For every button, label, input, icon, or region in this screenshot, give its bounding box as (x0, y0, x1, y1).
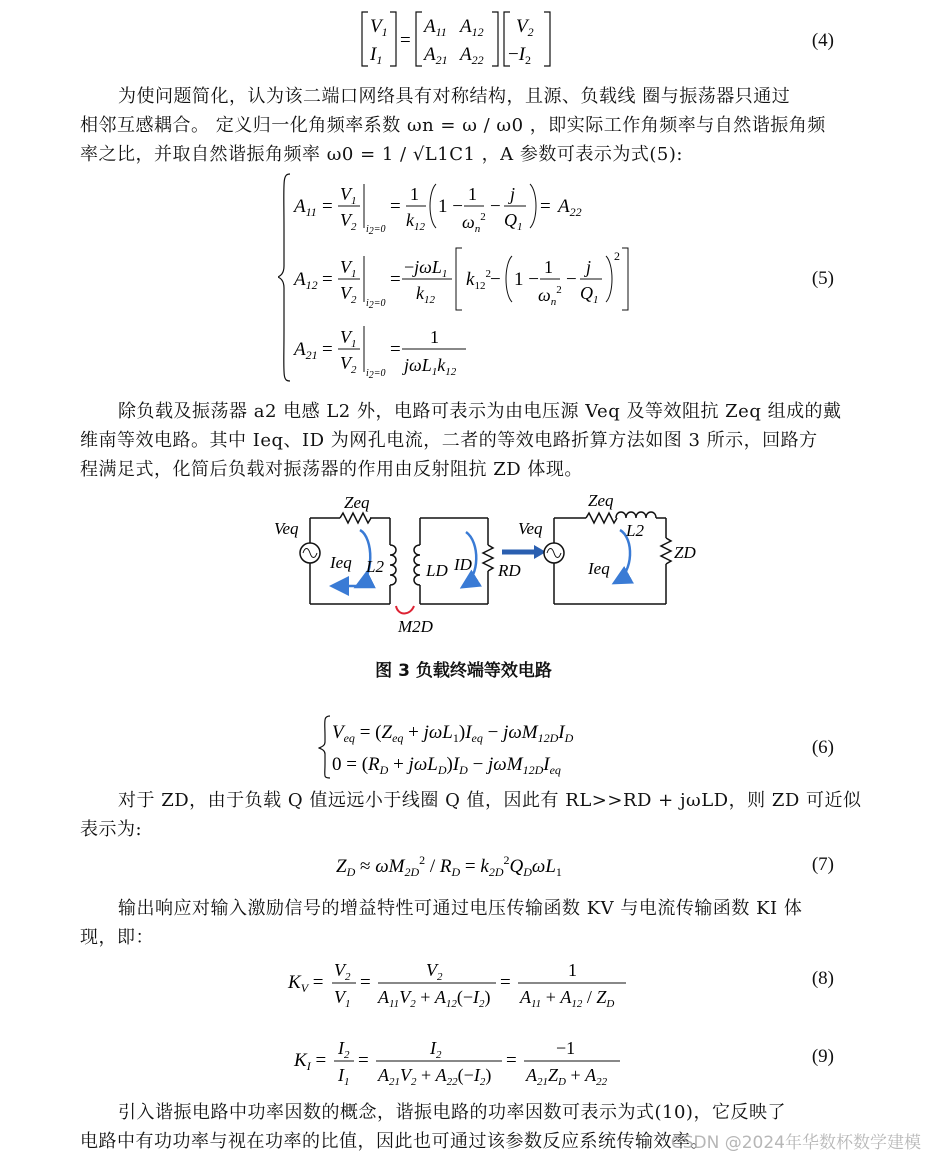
circuit-figure (270, 490, 710, 640)
svg-text:=: = (390, 339, 401, 360)
equation-number-8: (8) (811, 968, 834, 989)
watermark: CSDN @2024年华数杯数学建模 (670, 1133, 921, 1153)
label-l2-right: L2 (626, 521, 644, 540)
svg-text:A21: $A_{21}$ (294, 339, 318, 362)
svg-text:Veq = (Zeq + jωL1)Ieq − jωM12D: $V_{eq} = (Z_{eq} + j\omega L_1)I_{eq} - j\omega M_{12D}I_D$ (332, 722, 574, 745)
svg-text:V2: $V_2$ (334, 960, 351, 983)
svg-text:−: − (490, 269, 501, 290)
svg-text:V1: $V_1$ (334, 987, 351, 1010)
label-ieq-right: Ieq (588, 559, 610, 578)
paragraph-5-line-2: 电路中有功功率与视在功率的比值，因此也可通过该参数反应系统传输效率。 (80, 1131, 709, 1152)
paragraph-3-line-1: 对于 ZD，由于负载 Q 值远远小于线圈 Q 值，因此有 RL>>RD + jωLD，则 ZD 可近似 (118, 790, 862, 811)
svg-text:=: = (400, 30, 411, 51)
svg-text:V1: $V_1$ (340, 257, 357, 280)
svg-text:=: = (390, 269, 401, 290)
svg-text:=: = (540, 196, 551, 217)
svg-text:V2: $V_2$ (340, 353, 357, 376)
svg-text:1: 1 (544, 257, 553, 277)
label-l2-left: L2 (366, 557, 384, 576)
svg-text:j: j (586, 257, 592, 277)
svg-text:ZD ≈ ωM2D2 / RD = k2D2QDωL1: $Z_D \approx \omega M_{2D}^2 / R_D = k_{2D}^2Q_D\omega L_1$ (336, 853, 562, 879)
paragraph-1-line-3: 率之比，并取自然谐振角频率 ω0 = 1 / √L1C1 ，A 参数可表示为式(5): (80, 144, 683, 165)
paragraph-4 (80, 894, 840, 952)
svg-text:i2=0: i2=0 (366, 298, 386, 311)
label-zeq-right: Zeq (588, 491, 614, 510)
svg-text:A12: $A_{12}$ (294, 269, 318, 292)
svg-text:A11: $A_{11}$ (294, 196, 317, 219)
paragraph-1 (80, 82, 840, 169)
svg-text:−: − (490, 196, 501, 217)
label-veq-right: Veq (518, 519, 543, 538)
svg-text:j: j (510, 184, 516, 204)
paragraph-2-line-2: 维南等效电路。其中 Ieq、ID 为网孔电流，二者的等效电路折算方法如图 3 所示，回路方 (80, 430, 818, 451)
label-rd: RD (498, 561, 521, 580)
svg-text:V2: $V_2$ (426, 960, 443, 983)
svg-text:A12: $A_{12}$ (460, 16, 484, 39)
label-ld: LD (426, 561, 448, 580)
equation-6 (318, 712, 618, 782)
svg-text:1: 1 (430, 327, 439, 347)
equation-number-6: (6) (811, 737, 834, 758)
svg-text:A22: $A_{22}$ (460, 44, 484, 67)
equation-number-4: (4) (811, 30, 834, 51)
svg-text:I1: $I_1$ (338, 1065, 350, 1088)
label-zeq-left: Zeq (344, 493, 370, 512)
svg-text:1: 1 (568, 960, 577, 980)
svg-text:KV =: $K_V$ = (288, 972, 324, 995)
svg-text:k12: $k_{12}$ (416, 283, 435, 306)
svg-text:k122: $k_{12}^2$ (466, 268, 491, 292)
equation-4 (360, 8, 560, 70)
label-zd: ZD (674, 543, 696, 562)
svg-text:−: − (566, 269, 577, 290)
paragraph-3 (80, 786, 862, 844)
svg-text:A21V2 + A22(−I2): $A_{21}V_2 + A_{22}(-I_2)$ (378, 1065, 492, 1088)
svg-text:−1: −1 (556, 1038, 576, 1058)
paragraph-5-line-1: 引入谐振电路中功率因数的概念，谐振电路的功率因数可表示为式(10)，它反映了 (118, 1102, 786, 1123)
svg-text:k12: $k_{12}$ (406, 210, 425, 233)
svg-text:=: = (360, 972, 371, 993)
svg-text:Q1: $Q_1$ (504, 210, 523, 233)
coupling-arc (396, 606, 414, 614)
label-ieq-left: Ieq (330, 553, 352, 572)
svg-text:=: = (322, 339, 333, 360)
svg-text:V2: $V_2$ (516, 16, 534, 39)
svg-text:A11 + A12 / ZD: $A_{11} + A_{12} / Z_D$ (520, 987, 615, 1010)
paragraph-1-line-1: 为使问题简化，认为该二端口网络具有对称结构，且源、负载线 圈与振荡器只通过 (118, 86, 791, 107)
equation-9 (292, 1034, 632, 1090)
paragraph-2-line-1: 除负载及振荡器 a2 电感 L2 外，电路可表示为由电压源 Veq 及等效阻抗 Zeq 组成的戴 (118, 401, 842, 422)
label-veq-left: Veq (274, 519, 299, 538)
svg-text:=: = (358, 1050, 369, 1071)
svg-text:=: = (506, 1050, 517, 1071)
svg-text:jωL1k12: $j\omega L_1k_{12}$ (404, 355, 457, 378)
svg-text:i2=0: i2=0 (366, 224, 386, 237)
equation-8 (286, 956, 646, 1012)
paragraph-1-line-2: 相邻互感耦合。 定义归一化角频率系数 ωn = ω / ω0 ，即实际工作角频率与自然谐振角频 (80, 115, 826, 136)
svg-text:2: 2 (614, 249, 620, 263)
svg-text:I1: $I_1$ (370, 44, 383, 67)
svg-text:A22: $A_{22}$ (558, 196, 582, 219)
svg-text:0 = (RD + jωLD)ID − jωM12DIeq: $0 = (R_D + j\omega L_D)I_D - j\omega M_{12D}I_{eq}$ (332, 754, 561, 777)
svg-text:ωn2: $\omega_n^2$ (538, 284, 562, 308)
svg-text:=: = (322, 269, 333, 290)
svg-text:I2: $I_2$ (430, 1038, 442, 1061)
svg-text:=: = (322, 196, 333, 217)
svg-text:A21: $A_{21}$ (424, 44, 448, 67)
label-id: ID (454, 555, 472, 574)
svg-text:V1: $V_1$ (340, 327, 357, 350)
svg-text:V2: $V_2$ (340, 283, 357, 306)
svg-text:−jωL1: −jωL$_1$ (404, 257, 448, 280)
paragraph-4-line-1: 输出响应对输入激励信号的增益特性可通过电压传输函数 KV 与电流传输函数 KI 体 (118, 898, 803, 919)
svg-text:−I2: $-I_2$ (508, 44, 532, 67)
equation-number-9: (9) (811, 1046, 834, 1067)
svg-text:V2: $V_2$ (340, 210, 357, 233)
paragraph-2-line-3: 程满足式，化简后负载对振荡器的作用由反射阻抗 ZD 体现。 (80, 459, 583, 480)
svg-text:=: = (390, 196, 401, 217)
figure-caption: 图 3 负载终端等效电路 (375, 661, 552, 681)
right-loop (544, 512, 671, 604)
svg-text:V1: $V_1$ (370, 16, 388, 39)
paragraph-2 (80, 397, 840, 484)
svg-text:=: = (500, 972, 511, 993)
equation-7 (334, 848, 604, 884)
svg-text:1: 1 (468, 184, 477, 204)
svg-text:1 −: 1 − (438, 196, 463, 217)
equation-number-7: (7) (811, 854, 834, 875)
svg-text:A21ZD + A22: $A_{21}Z_D + A_{22}$ (526, 1065, 608, 1088)
paragraph-4-line-2: 现，即： (80, 927, 154, 948)
paragraph-3-line-2: 表示为: (80, 819, 143, 840)
svg-text:1: 1 (410, 184, 419, 204)
svg-text:i2=0: i2=0 (366, 368, 386, 381)
svg-text:ωn2: $\omega_n^2$ (462, 211, 486, 235)
svg-text:V1: $V_1$ (340, 184, 357, 207)
svg-text:A11: $A_{11}$ (424, 16, 447, 39)
svg-text:I2: $I_2$ (338, 1038, 350, 1061)
svg-text:A11V2 + A12(−I2): $A_{11}V_2 + A_{12}(-I_2)$ (378, 987, 491, 1010)
svg-text:1 −: 1 − (514, 269, 539, 290)
label-m2d: M2D (398, 617, 433, 636)
svg-text:KI =: $K_I$ = (294, 1050, 327, 1073)
equation-number-5: (5) (811, 268, 834, 289)
equation-5 (278, 170, 658, 385)
svg-text:Q1: $Q_1$ (580, 283, 599, 306)
